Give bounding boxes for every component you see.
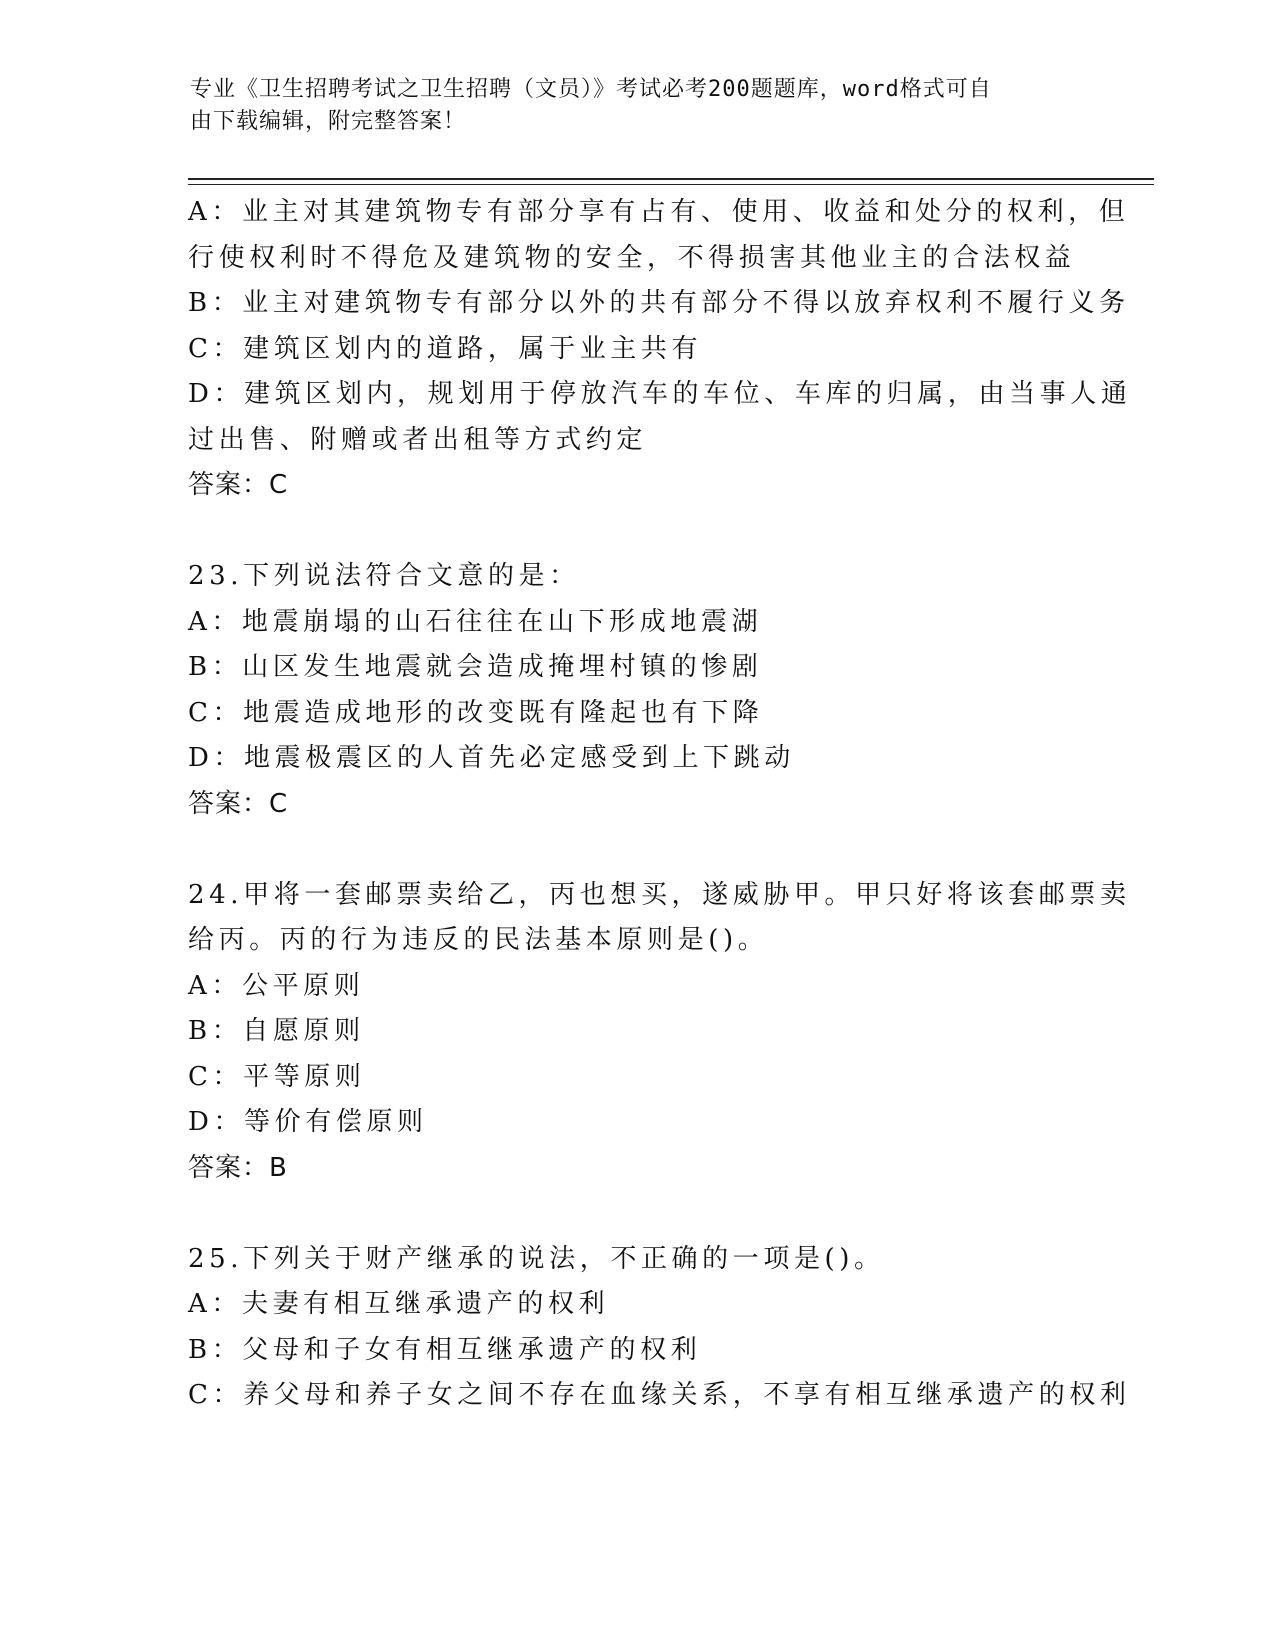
question-24-stem-line-2: 给丙。丙的行为违反的民法基本原则是()。 bbox=[188, 925, 769, 955]
header-divider-thick bbox=[188, 178, 1154, 180]
option-b: B：父母和子女有相互继承遗产的权利 bbox=[188, 1334, 702, 1365]
option-c: C：平等原则 bbox=[188, 1061, 366, 1092]
spacer bbox=[188, 509, 1088, 555]
option-c: C：地震造成地形的改变既有隆起也有下降 bbox=[188, 697, 764, 728]
document-header bbox=[190, 74, 1090, 138]
spacer bbox=[188, 827, 1088, 873]
option-b: B：业主对建筑物专有部分以外的共有部分不得以放弃权利不履行义务 bbox=[188, 288, 1130, 318]
option-a-line-2: 行使权利时不得危及建筑物的安全，不得损害其他业主的合法权益 bbox=[188, 242, 1076, 273]
question-25 bbox=[188, 1237, 1131, 1419]
option-c: C：建筑区划内的道路，属于业主共有 bbox=[188, 333, 703, 364]
option-a: A：夫妻有相互继承遗产的权利 bbox=[188, 1289, 610, 1319]
option-c: C：养父母和养子女之间不存在血缘关系，不享有相互继承遗产的权利 bbox=[188, 1380, 1131, 1410]
question-24-stem-line-1: 24.甲将一套邮票卖给乙，丙也想买，遂威胁甲。甲只好将该套邮票卖 bbox=[188, 879, 1131, 910]
option-d: D：地震极震区的人首先必定感受到上下跳动 bbox=[188, 743, 795, 773]
option-a-line-1: A：业主对其建筑物专有部分享有占有、使用、收益和处分的权利，但 bbox=[188, 197, 1130, 227]
option-b: B：自愿原则 bbox=[188, 1016, 365, 1046]
spacer bbox=[188, 1191, 1088, 1237]
option-d-line-2: 过出售、附赠或者出租等方式约定 bbox=[188, 424, 648, 455]
answer-24: 答案：B bbox=[188, 1152, 288, 1183]
question-23-stem: 23.下列说法符合文意的是： bbox=[188, 561, 580, 591]
question-24 bbox=[188, 873, 1131, 1192]
answer-22: 答案：C bbox=[188, 470, 289, 500]
question-25-stem: 25.下列关于财产继承的说法，不正确的一项是()。 bbox=[188, 1243, 885, 1274]
question-23 bbox=[188, 554, 1088, 827]
option-a: A：地震崩塌的山石往往在山下形成地震湖 bbox=[188, 606, 763, 637]
option-a: A：公平原则 bbox=[188, 970, 365, 1001]
option-b: B：山区发生地震就会造成掩埋村镇的惨剧 bbox=[188, 652, 763, 682]
header-line-1: 专业《卫生招聘考试之卫生招聘（文员）》考试必考200题题库，word格式可自 bbox=[190, 77, 992, 102]
header-divider-thin bbox=[188, 184, 1154, 185]
option-d: D：等价有偿原则 bbox=[188, 1107, 428, 1137]
header-line-2: 由下载编辑，附完整答案！ bbox=[190, 109, 467, 134]
question-22-options bbox=[188, 190, 1132, 509]
question-list bbox=[188, 190, 1132, 1419]
answer-23: 答案：C bbox=[188, 788, 289, 819]
option-d-line-1: D：建筑区划内，规划用于停放汽车的车位、车库的归属，由当事人通 bbox=[188, 379, 1132, 409]
